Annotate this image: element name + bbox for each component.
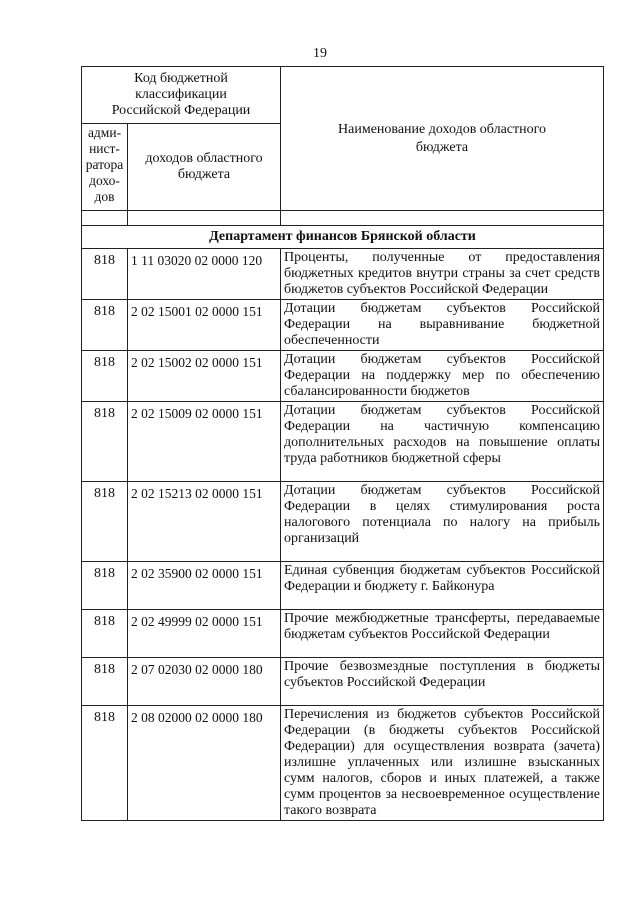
header-group-title: Код бюджетной классификации Российской Федерации xyxy=(82,67,281,124)
admin-code-cell: 818 xyxy=(82,706,128,821)
budget-code-cell: 2 08 02000 02 0000 180 xyxy=(128,706,281,821)
admin-code-cell: 818 xyxy=(82,351,128,402)
header-income-column: доходов областного бюджета xyxy=(128,124,281,211)
table-row xyxy=(82,658,604,706)
income-name-cell: Единая субвенция бюджетам субъектов Российской Федерации и бюджету г. Байконура xyxy=(281,562,604,610)
income-name-cell: Дотации бюджетам субъектов Российской Федерации на частичную компенсацию дополнительных расходов на повышение оплаты труда работников бюджетной сферы xyxy=(281,402,604,482)
admin-code-cell: 818 xyxy=(82,402,128,482)
empty-spacer-row xyxy=(82,211,604,226)
admin-code-cell: 818 xyxy=(82,610,128,658)
income-name-cell: Прочие безвозмездные поступления в бюджеты субъектов Российской Федерации xyxy=(281,658,604,706)
table-row xyxy=(82,249,604,300)
table-row xyxy=(82,402,604,482)
table-row xyxy=(82,610,604,658)
admin-code-cell: 818 xyxy=(82,658,128,706)
income-name-cell: Дотации бюджетам субъектов Российской Федерации в целях стимулирования роста налогового потенциала по налогу на прибыль организаций xyxy=(281,482,604,562)
spacer-cell xyxy=(82,211,128,226)
budget-code-cell: 2 02 15009 02 0000 151 xyxy=(128,402,281,482)
income-name-cell: Дотации бюджетам субъектов Российской Федерации на выравнивание бюджетной обеспеченности xyxy=(281,300,604,351)
section-row xyxy=(82,226,604,249)
admin-code-cell: 818 xyxy=(82,300,128,351)
admin-code-cell: 818 xyxy=(82,482,128,562)
budget-code-cell: 2 02 35900 02 0000 151 xyxy=(128,562,281,610)
header-admin-column: адми-нист-ратора дохо-дов xyxy=(82,124,128,211)
admin-code-cell: 818 xyxy=(82,562,128,610)
budget-code-cell: 2 07 02030 02 0000 180 xyxy=(128,658,281,706)
budget-code-cell: 2 02 15213 02 0000 151 xyxy=(128,482,281,562)
section-title: Департамент финансов Брянской области xyxy=(82,226,604,249)
header-row-1 xyxy=(82,67,604,124)
budget-code-cell: 2 02 15001 02 0000 151 xyxy=(128,300,281,351)
table-row xyxy=(82,300,604,351)
budget-classification-table xyxy=(81,66,604,821)
income-name-cell: Проценты, полученные от предоставления бюджетных кредитов внутри страны за счет средств бюджетов субъектов Российской Федерации xyxy=(281,249,604,300)
admin-code-cell: 818 xyxy=(82,249,128,300)
spacer-cell xyxy=(281,211,604,226)
table-row xyxy=(82,482,604,562)
income-name-cell: Дотации бюджетам субъектов Российской Федерации на поддержку мер по обеспечению сбалансированности бюджетов xyxy=(281,351,604,402)
table-row xyxy=(82,562,604,610)
budget-code-cell: 2 02 49999 02 0000 151 xyxy=(128,610,281,658)
table-row xyxy=(82,706,604,821)
spacer-cell xyxy=(128,211,281,226)
income-name-cell: Прочие межбюджетные трансферты, передаваемые бюджетам субъектов Российской Федерации xyxy=(281,610,604,658)
header-name-column: Наименование доходов областного бюджета xyxy=(281,67,604,211)
page-number: 19 xyxy=(313,46,327,61)
budget-code-cell: 2 02 15002 02 0000 151 xyxy=(128,351,281,402)
table-body xyxy=(82,249,604,821)
table-row xyxy=(82,351,604,402)
budget-code-cell: 1 11 03020 02 0000 120 xyxy=(128,249,281,300)
income-name-cell: Перечисления из бюджетов субъектов Российской Федерации (в бюджеты субъектов Российской Федерации) для осуществления возврата (зачета) излишне уплаченных или излишне взысканных сумм налогов, сборов и иных платежей, а также сумм процентов за несвоевременное осуществление такого возврата xyxy=(281,706,604,821)
